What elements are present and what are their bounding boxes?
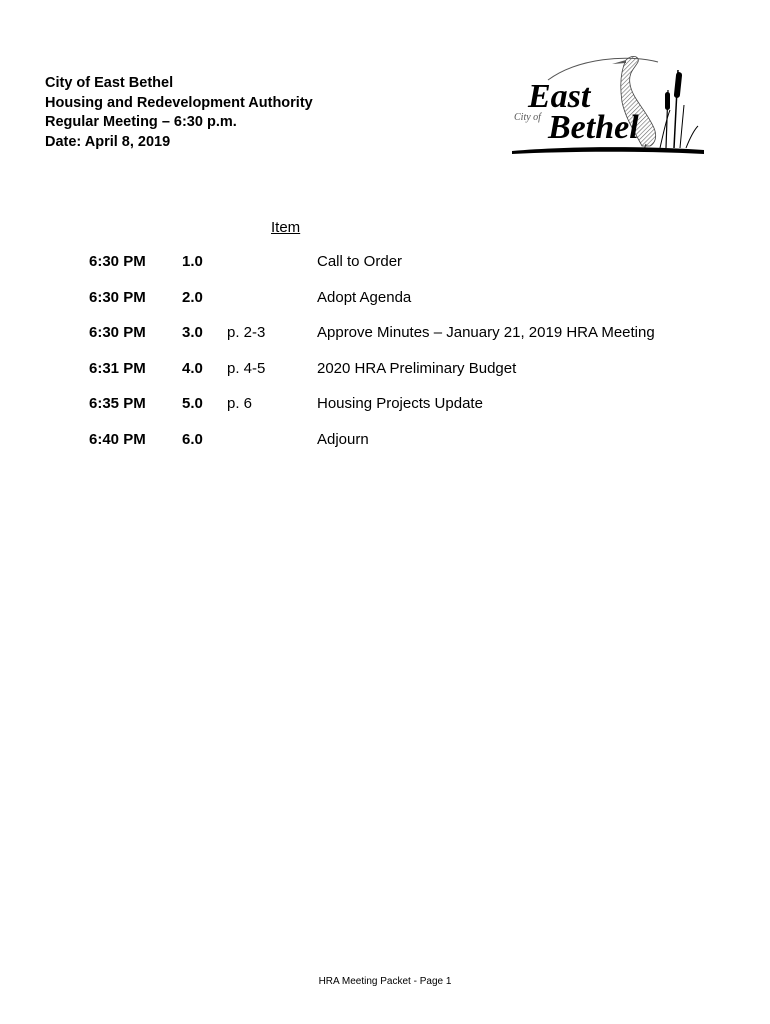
header-authority: Housing and Redevelopment Authority: [45, 94, 313, 111]
agenda-time: 6:31 PM: [89, 359, 146, 377]
agenda-row: [0, 360, 770, 396]
logo-city-of: City of: [514, 112, 541, 123]
agenda-title: Approve Minutes – January 21, 2019 HRA Meeting: [317, 324, 655, 342]
agenda-row: [0, 324, 770, 360]
header-organization: City of East Bethel: [45, 75, 174, 91]
agenda-number: 6.0: [182, 430, 203, 448]
agenda-number: 4.0: [182, 359, 203, 377]
agenda-time: 6:40 PM: [89, 430, 146, 448]
agenda-pages: p. 6: [227, 395, 253, 413]
page-footer: HRA Meeting Packet - Page 1: [318, 976, 452, 987]
agenda-number: 2.0: [182, 288, 203, 306]
agenda-title: Adopt Agenda: [317, 288, 412, 306]
agenda-time: 6:35 PM: [89, 395, 146, 413]
agenda-number: 1.0: [182, 253, 203, 270]
agenda-row: [0, 395, 770, 431]
agenda-pages: p. 2-3: [227, 324, 266, 342]
agenda-time: 6:30 PM: [89, 288, 146, 306]
item-column-heading: Item: [271, 219, 301, 236]
agenda-title: Call to Order: [317, 253, 403, 270]
agenda-list: [0, 253, 770, 467]
agenda-title: Adjourn: [317, 430, 369, 448]
logo-word-east: East: [528, 78, 591, 115]
agenda-number: 5.0: [182, 395, 203, 413]
header-meeting-type: Regular Meeting – 6:30 p.m.: [45, 114, 237, 130]
meeting-header: [45, 74, 313, 152]
agenda-row: [0, 289, 770, 325]
header-date: Date: April 8, 2019: [45, 133, 171, 150]
agenda-pages: p. 4-5: [227, 359, 266, 377]
agenda-row: [0, 253, 770, 289]
agenda-time: 6:30 PM: [89, 253, 146, 270]
agenda-number: 3.0: [182, 324, 203, 342]
logo-word-bethel: Bethel: [548, 109, 639, 146]
agenda-row: [0, 431, 770, 467]
east-bethel-logo: [508, 50, 708, 158]
agenda-time: 6:30 PM: [89, 324, 146, 342]
agenda-title: 2020 HRA Preliminary Budget: [317, 359, 517, 377]
agenda-title: Housing Projects Update: [317, 395, 483, 413]
